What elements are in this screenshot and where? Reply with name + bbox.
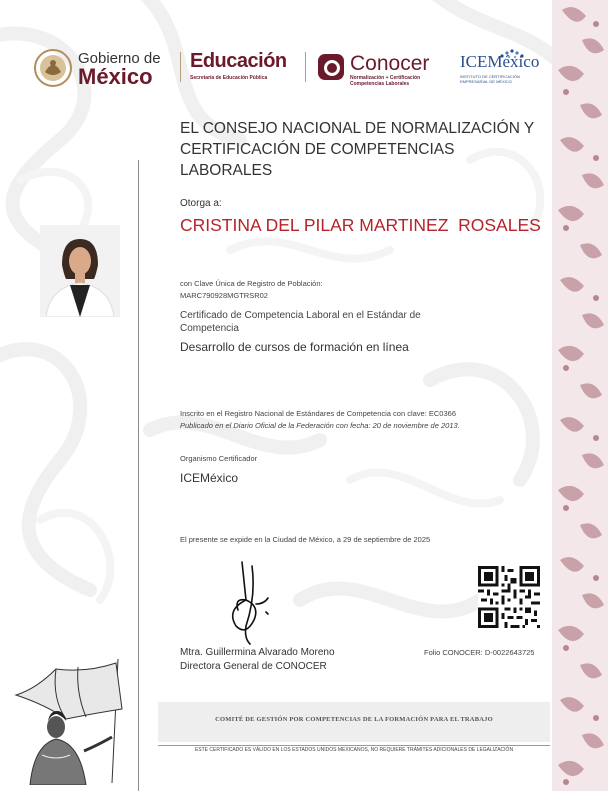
legal-note: ESTE CERTIFICADO ES VÁLIDO EN LOS ESTADOS UNIDOS MEXICANOS, NO REQUIERE TRÁMITES ADICIONALES DE LEGALIZACIÓN — [194, 747, 514, 753]
handwritten-signature — [222, 560, 282, 646]
issued-text: El presente se expide en la Ciudad de México, a 29 de septiembre de 2025 — [180, 535, 431, 544]
organismo-label: Organismo Certificador — [180, 454, 258, 463]
otorga-label: Otorga a: — [180, 198, 222, 209]
header-logos — [30, 40, 550, 100]
decorative-border — [552, 0, 608, 791]
educacion-subtitle: Secretaría de Educación Pública — [190, 75, 268, 81]
publicado-text: Publicado en el Diario Oficial de la Federación con fecha: 20 de noviembre de 2013. — [180, 421, 460, 430]
logo-separator — [180, 52, 181, 82]
woman-with-flag-illustration — [8, 655, 130, 785]
curp-value: MARC790928MGTRSR02 — [180, 291, 268, 300]
mexico-coat-of-arms-icon — [33, 48, 73, 88]
icem-subtitle: INSTITUTO DE CERTIFICACIÓN EMPRESARIAL DE MÉXICO — [460, 74, 520, 84]
signer-title: Directora General de CONOCER — [180, 661, 327, 672]
icem-logo — [460, 48, 540, 88]
gobierno-label: Gobierno de — [78, 50, 161, 67]
committee-band — [158, 702, 550, 742]
organismo-value: ICEMéxico — [180, 471, 239, 485]
council-heading: EL CONSEJO NACIONAL DE NORMALIZACIÓN Y CERTIFICACIÓN DE COMPETENCIAS LABORALES — [180, 120, 534, 179]
educacion-title: Educación — [190, 50, 287, 72]
mexico-label: México — [78, 64, 153, 89]
educacion-logo — [190, 50, 287, 81]
committee-name: COMITÉ DE GESTIÓN POR COMPETENCIAS DE LA FORMACIÓN PARA EL TRABAJO — [215, 716, 493, 723]
folio-number: Folio CONOCER: D-0022643725 — [424, 648, 535, 657]
qr-code-icon — [478, 566, 540, 628]
logo-separator — [305, 52, 306, 82]
icem-title: ICEMéxico — [460, 52, 540, 71]
conocer-mark-icon — [318, 54, 344, 80]
legal-divider — [158, 745, 550, 746]
signer-name: Mtra. Guillermina Alvarado Moreno — [180, 647, 335, 658]
conocer-title: Conocer — [350, 52, 430, 75]
standard-name: Desarrollo de cursos de formación en línea — [180, 340, 409, 354]
left-divider-line — [138, 160, 139, 791]
curp-label: con Clave Única de Registro de Población: — [180, 279, 323, 288]
registro-text: Inscrito en el Registro Nacional de Estándares de Competencia con clave: EC0366 — [180, 409, 456, 418]
certificate-label: Certificado de Competencia Laboral en el Estándar de Competencia — [180, 310, 421, 334]
gobierno-mexico-logo — [30, 46, 170, 90]
conocer-subtitle: Normalización + Certificación Competencias Laborales — [350, 75, 421, 87]
recipient-name: CRISTINA DEL PILAR MARTINEZ ROSALES — [180, 215, 541, 235]
recipient-photo — [40, 225, 120, 317]
